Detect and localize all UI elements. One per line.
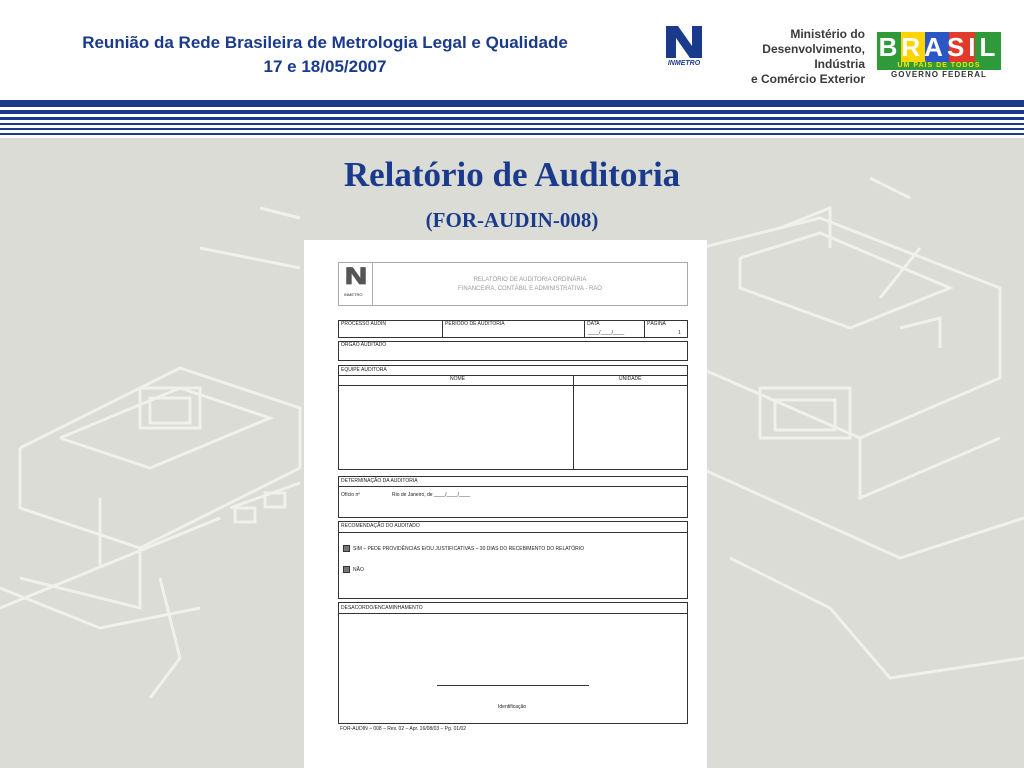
form-nome-header: NOME <box>450 376 465 382</box>
form-pagina-label: PÁGINA <box>647 321 666 327</box>
conference-title-line1: Reunião da Rede Brasileira de Metrologia Legal e Qualidade <box>82 33 568 52</box>
header-stripes <box>0 100 1024 138</box>
inmetro-label: INMETRO <box>667 60 701 67</box>
brasil-tagline: UM PAÍS DE TODOS <box>877 62 1001 70</box>
slide-subtitle: (FOR-AUDIN-008) <box>425 208 599 232</box>
conference-date: 17 e 18/05/2007 <box>263 57 387 76</box>
form-id-row <box>338 320 688 338</box>
form-header-line1: RELATÓRIO DE AUDITORIA ORDINÁRIA <box>473 277 587 283</box>
form-footer: FOR-AUDIN – 008 – Rev. 02 – Apr. 16/08/03 – Pg. 01/02 <box>340 726 467 732</box>
form-data-blank: ____/____/____ <box>588 330 625 336</box>
form-logo-label: INMETRO <box>344 292 363 297</box>
brasil-word: BRASIL <box>878 32 1000 62</box>
form-recomendacao-label: RECOMENDAÇÃO DO AUDITADO <box>341 523 420 529</box>
form-identificacao-label: Identificação <box>498 704 527 710</box>
brasil-logo <box>877 32 1001 78</box>
form-inmetro-logo-icon <box>344 266 368 292</box>
ministry-name <box>710 27 865 87</box>
conference-title <box>20 31 630 79</box>
form-oficio-label: Ofício nº <box>341 492 361 498</box>
ministry-line3: e Comércio Exterior <box>750 72 865 86</box>
slide-title: Relatório de Auditoria <box>343 155 681 194</box>
form-processo-label: PROCESSO AUDIN <box>341 321 387 327</box>
form-pagina-value: 1 <box>678 330 681 336</box>
form-sim-checkbox <box>343 545 350 552</box>
audit-report-form <box>304 240 707 768</box>
form-orgao-box <box>338 341 688 361</box>
ministry-line1: Ministério do <box>790 27 865 41</box>
brasil-gov: GOVERNO FEDERAL <box>891 70 987 79</box>
form-orgao-label: ÓRGÃO AUDITADO <box>341 342 387 348</box>
form-periodo-label: PERÍODO DE AUDITORIA <box>445 321 505 327</box>
form-data-label: DATA <box>587 321 600 327</box>
form-sim-option: SIM – PEDE PROVIDÊNCIAS E/OU JUSTIFICATIVAS – 30 DIAS DO RECEBIMENTO DO RELATÓRIO <box>353 546 585 552</box>
form-desacordo-label: DESACORDO/ENCAMINHAMENTO <box>341 605 423 611</box>
form-nao-checkbox <box>343 566 350 573</box>
form-unidade-header: UNIDADE <box>619 376 642 382</box>
form-nao-option: NÃO <box>353 567 364 573</box>
form-header-box <box>338 262 688 306</box>
ministry-line2: Desenvolvimento, Indústria <box>762 42 865 71</box>
form-determinacao-label: DETERMINAÇÃO DA AUDITORIA <box>341 478 418 484</box>
slide-header <box>0 0 1024 100</box>
form-header-line2: FINANCEIRA, CONTÁBIL E ADMINISTRATIVA - RAO <box>458 286 602 292</box>
form-oficio-date: Rio de Janeiro, de ____/____/____ <box>392 492 471 498</box>
form-equipe-label: EQUIPE AUDITORA <box>341 367 387 373</box>
